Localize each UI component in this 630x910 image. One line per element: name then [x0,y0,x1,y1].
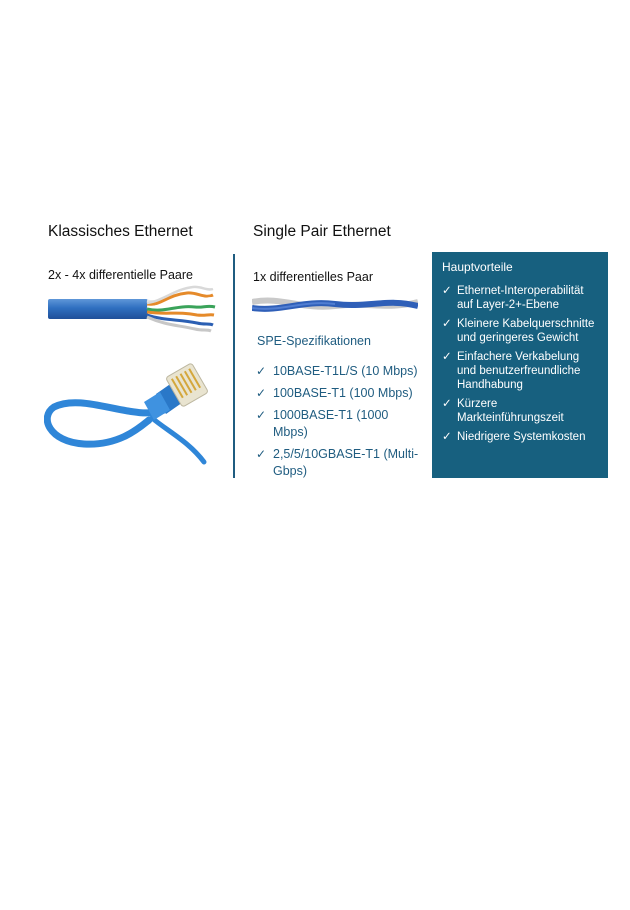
advantage-item [442,317,598,345]
rj45-patch-cable-image [44,362,214,467]
spe-specs-title: SPE-Spezifikationen [257,334,371,348]
check-icon: ✓ [442,285,452,297]
spec-item [256,385,426,402]
spec-item [256,446,426,480]
advantages-title: Hauptvorteile [442,260,513,274]
classic-pairs-label: 2x - 4x differentielle Paare [48,268,193,282]
advantage-item [442,350,598,392]
multi-pair-cable-image [47,285,217,335]
check-icon: ✓ [256,447,267,461]
advantages-list [442,284,598,444]
check-icon: ✓ [442,351,452,363]
advantage-item [442,284,598,312]
classic-ethernet-title: Klassisches Ethernet [48,223,193,240]
spec-item [256,407,426,441]
advantage-item-label: Einfachere Verkabelung und benutzerfreundliche Handhabung [457,351,581,391]
advantage-item-label: Niedrigere Systemkosten [457,431,586,443]
column-divider [233,254,235,478]
advantage-item [442,430,598,444]
spec-item-label: 10BASE-T1L/S (10 Mbps) [273,364,418,378]
spec-item-label: 2,5/5/10GBASE-T1 (Multi-Gbps) [273,447,419,478]
spec-item-label: 100BASE-T1 (100 Mbps) [273,386,413,400]
check-icon: ✓ [442,318,452,330]
spe-pair-label: 1x differentielles Paar [253,270,373,284]
spe-title: Single Pair Ethernet [253,223,391,240]
spe-specs-list [256,363,426,485]
spec-item-label: 1000BASE-T1 (1000 Mbps) [273,408,389,439]
advantage-item-label: Ethernet-Interoperabilität auf Layer-2+-Ebene [457,285,584,311]
check-icon: ✓ [256,364,267,378]
advantage-item-label: Kleinere Kabelquerschnitte und geringeres Gewicht [457,318,595,344]
check-icon: ✓ [442,431,452,443]
single-pair-cable-image [252,292,418,320]
check-icon: ✓ [256,408,267,422]
advantage-item [442,397,598,425]
advantage-item-label: Kürzere Markteinführungszeit [457,398,564,424]
check-icon: ✓ [442,398,452,410]
check-icon: ✓ [256,386,267,400]
spec-item [256,363,426,380]
main-advantages-panel [432,252,608,478]
